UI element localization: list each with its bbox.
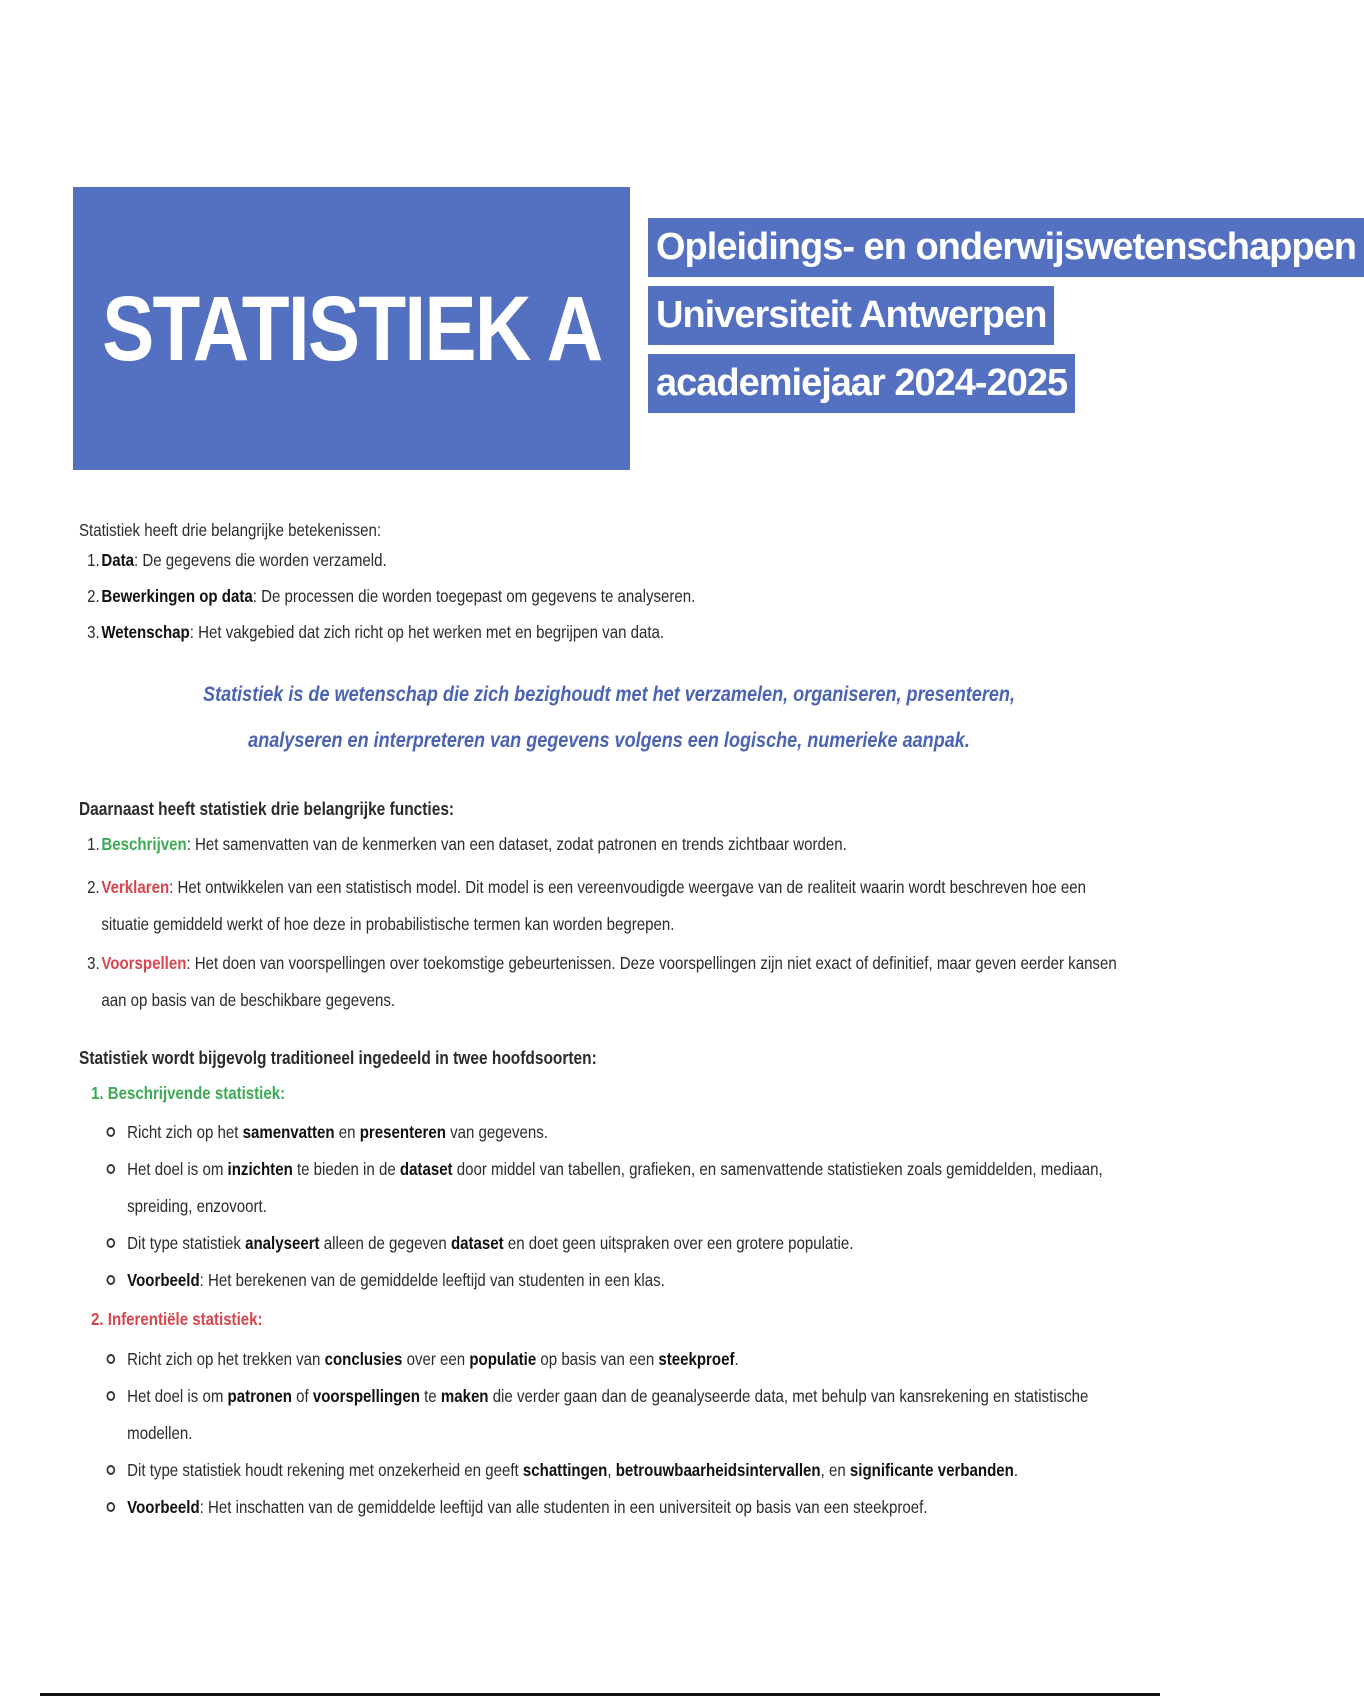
bullet-icon (107, 1391, 116, 1401)
bullet-icon (107, 1275, 116, 1285)
list-item: 1. Data: De gegevens die worden verzameld. (87, 549, 387, 570)
bullet-icon (107, 1465, 116, 1475)
document-body (79, 520, 1139, 1526)
list-item: Dit type statistiek analyseert alleen de gegeven dataset en doet geen uitspraken over een grotere populatie. (79, 1225, 1137, 1262)
functions-list (79, 833, 1137, 1019)
footer-rule (40, 1693, 1160, 1696)
academic-year: academiejaar 2024-2025 (648, 354, 1075, 413)
inferential-heading: 2. Inferentiële statistiek: (91, 1309, 263, 1330)
bullet-icon (107, 1164, 116, 1174)
bullet-icon (107, 1502, 116, 1512)
university-name: Universiteit Antwerpen (648, 286, 1054, 345)
list-item: Voorbeeld: Het berekenen van de gemiddelde leeftijd van studenten in een klas. (79, 1262, 1137, 1299)
list-item: Dit type statistiek houdt rekening met onzekerheid en geeft schattingen, betrouwbaarheidsintervallen, en significante verbanden. (79, 1452, 1137, 1489)
descriptive-heading: 1. Beschrijvende statistiek: (91, 1082, 286, 1103)
list-item: 2. Verklaren: Het ontwikkelen van een statistisch model. Dit model is een vereenvoudigde weergave van de realiteit waarin wordt beschreven hoe een situatie gemiddeld werkt of hoe deze in probabilistische termen kan worden begrepen. (87, 877, 1087, 934)
meanings-intro: Statistiek heeft drie belangrijke betekenissen: (79, 520, 382, 540)
list-item: 3. Voorspellen: Het doen van voorspellingen over toekomstige gebeurtenissen. Deze voorspellingen zijn niet exact of definitief, maar geven eerder kansen aan op basis van de beschikbare gegevens. (87, 953, 1117, 1010)
list-item: Het doel is om inzichten te bieden in de dataset door middel van tabellen, grafieken, en samenvattende statistieken zoals gemiddelden, mediaan, spreiding, enzovoort. (79, 1151, 1137, 1225)
inferential-bullets (79, 1341, 1137, 1526)
bullet-icon (107, 1127, 116, 1137)
list-item: 2. Bewerkingen op data: De processen die worden toegepast om gegevens te analyseren. (87, 585, 696, 606)
list-item: 1. Beschrijven: Het samenvatten van de kenmerken van een dataset, zodat patronen en trends zichtbaar worden. (87, 834, 847, 854)
types-heading: Statistiek wordt bijgevolg traditioneel ingedeeld in twee hoofdsoorten: (79, 1048, 597, 1068)
meanings-list (79, 550, 1137, 644)
list-item: Voorbeeld: Het inschatten van de gemiddelde leeftijd van alle studenten in een universiteit op basis van een steekproef. (79, 1489, 1137, 1526)
list-item: Het doel is om patronen of voorspellingen te maken die verder gaan dan de geanalyseerde data, met behulp van kansrekening en statistische modellen. (79, 1378, 1137, 1452)
list-item: Richt zich op het trekken van conclusies over een populatie op basis van een steekproef. (79, 1341, 1137, 1378)
bullet-icon (107, 1354, 116, 1364)
course-info (648, 218, 1356, 422)
descriptive-bullets (79, 1114, 1137, 1299)
title-banner (73, 187, 630, 470)
functions-heading: Daarnaast heeft statistiek drie belangrijke functies: (79, 798, 455, 819)
bullet-icon (107, 1238, 116, 1248)
list-item: Richt zich op het samenvatten en presenteren van gegevens. (79, 1114, 1137, 1151)
program-name: Opleidings- en onderwijswetenschappen (648, 218, 1364, 277)
list-item: 3. Wetenschap: Het vakgebied dat zich richt op het werken met en begrijpen van data. (87, 621, 665, 642)
definition-quote: Statistiek is de wetenschap die zich bezighoudt met het verzamelen, organiseren, presenteren, analyseren en interpreteren van gegevens volgens een logische, numerieke aanpak. (203, 682, 1015, 752)
document-title: STATISTIEK A (101, 277, 602, 380)
